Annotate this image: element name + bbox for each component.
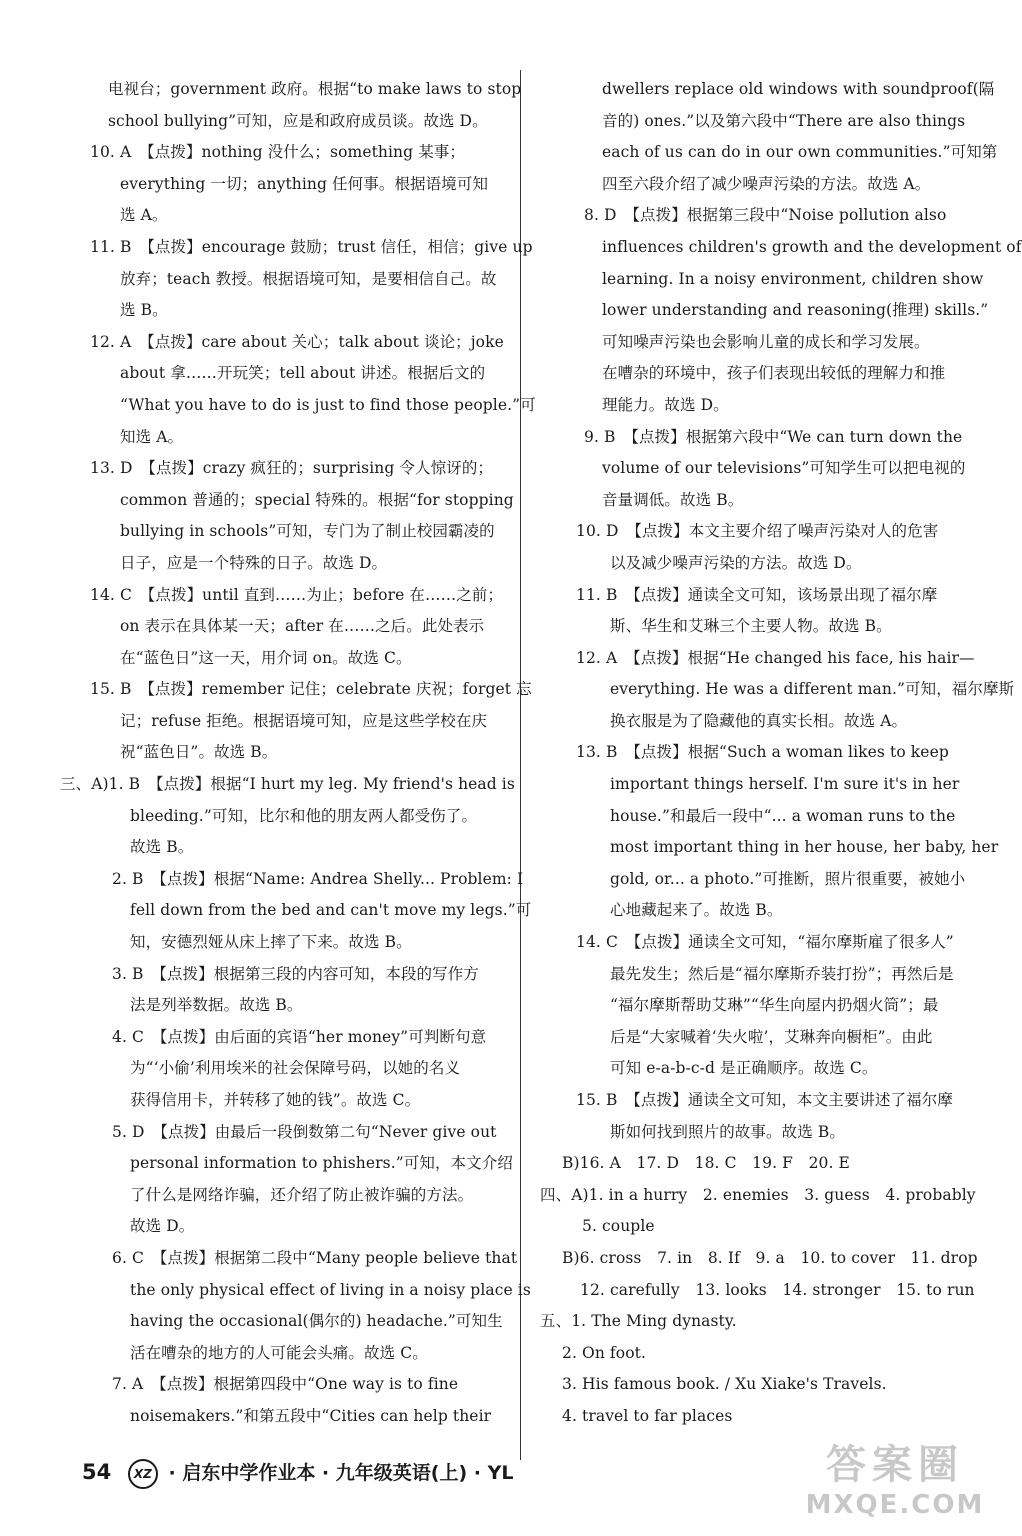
answer-line: gold, or... a photo.”可推断，照片很重要，被她小 bbox=[610, 869, 966, 888]
answer-line: 五、1. The Ming dynasty. bbox=[540, 1312, 737, 1331]
answer-column-left bbox=[60, 74, 536, 1433]
answer-line: 8. D 【点拨】根据第三段中“Noise pollution also bbox=[584, 206, 947, 225]
answer-line: 为“‘小偷’利用埃米的社会保障号码，以她的名义 bbox=[130, 1059, 461, 1078]
answer-line: 选 B。 bbox=[120, 301, 168, 320]
book-title: · 启东中学作业本 · 九年级英语(上) · YL bbox=[168, 1462, 514, 1484]
answer-line: 9. B 【点拨】根据第六段中“We can turn down the bbox=[584, 427, 963, 446]
answer-line: 5. D 【点拨】由最后一段倒数第二句“Never give out bbox=[112, 1122, 497, 1141]
answer-line: everything 一切；anything 任何事。根据语境可知 bbox=[120, 174, 489, 193]
answer-line: common 普通的；special 特殊的。根据“for stopping bbox=[120, 490, 514, 509]
answer-line: 三、A)1. B 【点拨】根据“I hurt my leg. My friend's head is bbox=[60, 775, 515, 794]
answer-line: 法是列举数据。故选 B。 bbox=[130, 996, 303, 1015]
page-number: 54 bbox=[82, 1460, 112, 1484]
answer-line: each of us can do in our own communities.”可知第 bbox=[602, 143, 998, 162]
answer-line: B)16. A 17. D 18. C 19. F 20. E bbox=[562, 1154, 850, 1173]
answer-line: school bullying”可知，应是和政府成员谈。故选 D。 bbox=[108, 111, 488, 130]
answer-line: 故选 B。 bbox=[130, 838, 194, 857]
publisher-logo-icon: XZ bbox=[128, 1459, 158, 1489]
watermark-url: MXQE.COM bbox=[805, 1490, 985, 1520]
answer-line: 音量调低。故选 B。 bbox=[602, 490, 744, 509]
answer-line: lower understanding and reasoning(推理) skills.” bbox=[602, 301, 989, 320]
answer-line: 可知 e-a-b-c-d 是正确顺序。故选 C。 bbox=[610, 1059, 878, 1078]
answer-line: “What you have to do is just to find those people.”可 bbox=[120, 395, 536, 414]
answer-line: 15. B 【点拨】remember 记住；celebrate 庆祝；forget 忘 bbox=[90, 680, 532, 699]
answer-line: 11. B 【点拨】通读全文可知，该场景出现了福尔摩 bbox=[576, 585, 938, 604]
answer-line: 音的) ones.”以及第六段中“There are also things bbox=[602, 111, 966, 130]
answer-line: 获得信用卡，并转移了她的钱”。故选 C。 bbox=[130, 1091, 421, 1109]
answer-line: 2. On foot. bbox=[562, 1343, 646, 1362]
answer-line: 活在嘈杂的地方的人可能会头痛。故选 C。 bbox=[130, 1343, 428, 1362]
answer-line: bleeding.”可知，比尔和他的朋友两人都受伤了。 bbox=[130, 806, 478, 825]
answer-line: 电视台；government 政府。根据“to make laws to stop bbox=[108, 80, 522, 98]
answer-line: the only physical effect of living in a noisy place is bbox=[130, 1280, 531, 1299]
answer-line: volume of our televisions”可知学生可以把电视的 bbox=[602, 459, 966, 478]
answer-line: about 拿……开玩笑；tell about 讲述。根据后文的 bbox=[120, 364, 486, 383]
answer-line: everything. He was a different man.”可知，福尔摩斯 bbox=[610, 680, 1015, 699]
answer-line: 可知噪声污染也会影响儿童的成长和学习发展。 bbox=[602, 332, 930, 351]
answer-line: “福尔摩斯帮助艾琳”“华生向屋内扔烟火筒”；最 bbox=[610, 996, 939, 1015]
answer-line: 斯如何找到照片的故事。故选 B。 bbox=[610, 1122, 845, 1141]
answer-column-right bbox=[540, 74, 1022, 1433]
answer-line: 10. A 【点拨】nothing 没什么；something 某事； bbox=[90, 143, 465, 162]
answer-line: 5. couple bbox=[582, 1217, 655, 1236]
answer-line: 15. B 【点拨】通读全文可知，本文主要讲述了福尔摩 bbox=[576, 1091, 953, 1109]
answer-line: 在“蓝色日”这一天，用介词 on。故选 C。 bbox=[120, 648, 412, 667]
answer-line: 了什么是网络诈骗，还介绍了防止被诈骗的方法。 bbox=[130, 1185, 474, 1204]
answer-line: 故选 D。 bbox=[130, 1217, 195, 1236]
answer-line: 3. His famous book. / Xu Xiake's Travels. bbox=[562, 1375, 887, 1394]
answer-line: influences children's growth and the development of bbox=[602, 237, 1022, 256]
answer-line: 13. B 【点拨】根据“Such a woman likes to keep bbox=[576, 743, 949, 762]
answer-line: house.”和最后一段中“... a woman runs to the bbox=[610, 806, 956, 825]
answer-line: on 表示在具体某一天；after 在……之后。此处表示 bbox=[120, 617, 485, 636]
answer-line: 理能力。故选 D。 bbox=[602, 395, 729, 414]
answer-line: 斯、华生和艾琳三个主要人物。故选 B。 bbox=[610, 617, 892, 636]
watermark bbox=[800, 1440, 990, 1530]
answer-line: 4. travel to far places bbox=[562, 1406, 733, 1425]
answer-line: personal information to phishers.”可知，本文介绍 bbox=[130, 1154, 513, 1173]
answer-line: 放弃；teach 教授。根据语境可知，是要相信自己。故 bbox=[120, 269, 497, 288]
answer-line: 3. B 【点拨】根据第三段的内容可知，本段的写作方 bbox=[112, 964, 479, 983]
answer-line: learning. In a noisy environment, children show bbox=[602, 269, 984, 288]
answer-line: 知，安德烈娅从床上摔了下来。故选 B。 bbox=[130, 933, 412, 952]
answer-line: most important thing in her house, her baby, her bbox=[610, 838, 999, 857]
column-divider bbox=[520, 70, 521, 1460]
answer-line: important things herself. I'm sure it's in her bbox=[610, 775, 960, 794]
answer-line: 祝“蓝色日”。故选 B。 bbox=[120, 743, 278, 762]
answer-line: 日子，应是一个特殊的日子。故选 D。 bbox=[120, 553, 388, 572]
page-footer bbox=[82, 1452, 513, 1492]
answer-line: 以及减少噪声污染的方法。故选 D。 bbox=[610, 553, 862, 572]
answer-line: 2. B 【点拨】根据“Name: Andrea Shelly... Problem: I bbox=[112, 869, 524, 888]
answer-line: noisemakers.”和第五段中“Cities can help their bbox=[130, 1406, 492, 1425]
answer-line: B)6. cross 7. in 8. If 9. a 10. to cover 11. drop bbox=[562, 1248, 978, 1267]
answer-line: 四、A)1. in a hurry 2. enemies 3. guess 4. probably bbox=[540, 1185, 976, 1204]
answer-line: 最先发生；然后是“福尔摩斯乔装打扮”；再然后是 bbox=[610, 964, 954, 983]
answer-line: 12. A 【点拨】care about 关心；talk about 谈论；joke bbox=[90, 332, 504, 351]
answer-line: 知选 A。 bbox=[120, 427, 184, 446]
watermark-logo: 答案圈 bbox=[826, 1442, 964, 1488]
answer-line: 6. C 【点拨】根据第二段中“Many people believe that bbox=[112, 1248, 518, 1267]
answer-line: 记；refuse 拒绝。根据语境可知，应是这些学校在庆 bbox=[120, 711, 488, 730]
answer-line: bullying in schools”可知，专门为了制止校园霸凌的 bbox=[120, 522, 495, 541]
answer-line: 7. A 【点拨】根据第四段中“One way is to fine bbox=[112, 1375, 459, 1394]
answer-line: 换衣服是为了隐藏他的真实长相。故选 A。 bbox=[610, 711, 908, 730]
answer-line: 四至六段介绍了减少噪声污染的方法。故选 A。 bbox=[602, 174, 931, 193]
answer-line: fell down from the bed and can't move my legs.”可 bbox=[130, 901, 532, 920]
answer-line: 后是“大家喊着‘失火啦’，艾琳奔向橱柜”。由此 bbox=[610, 1027, 933, 1046]
answer-line: dwellers replace old windows with soundproof(隔 bbox=[602, 80, 995, 98]
answer-line: 在嘈杂的环境中，孩子们表现出较低的理解力和推 bbox=[602, 364, 946, 383]
answer-line: 选 A。 bbox=[120, 206, 168, 225]
answer-line: 14. C 【点拨】通读全文可知，“福尔摩斯雇了很多人” bbox=[576, 933, 954, 952]
answer-line: 11. B 【点拨】encourage 鼓励；trust 信任，相信；give up bbox=[90, 237, 533, 256]
answer-line: 12. carefully 13. looks 14. stronger 15. to run bbox=[580, 1280, 975, 1299]
answer-line: 心地藏起来了。故选 B。 bbox=[610, 901, 783, 920]
answer-line: 13. D 【点拨】crazy 疯狂的；surprising 令人惊讶的； bbox=[90, 459, 494, 478]
answer-line: 4. C 【点拨】由后面的宾语“her money”可判断句意 bbox=[112, 1027, 487, 1046]
answer-line: 14. C 【点拨】until 直到……为止；before 在……之前； bbox=[90, 585, 503, 604]
answer-line: having the occasional(偶尔的) headache.”可知生 bbox=[130, 1312, 503, 1331]
answer-line: 12. A 【点拨】根据“He changed his face, his hair— bbox=[576, 648, 975, 667]
answer-line: 10. D 【点拨】本文主要介绍了噪声污染对人的危害 bbox=[576, 522, 939, 541]
